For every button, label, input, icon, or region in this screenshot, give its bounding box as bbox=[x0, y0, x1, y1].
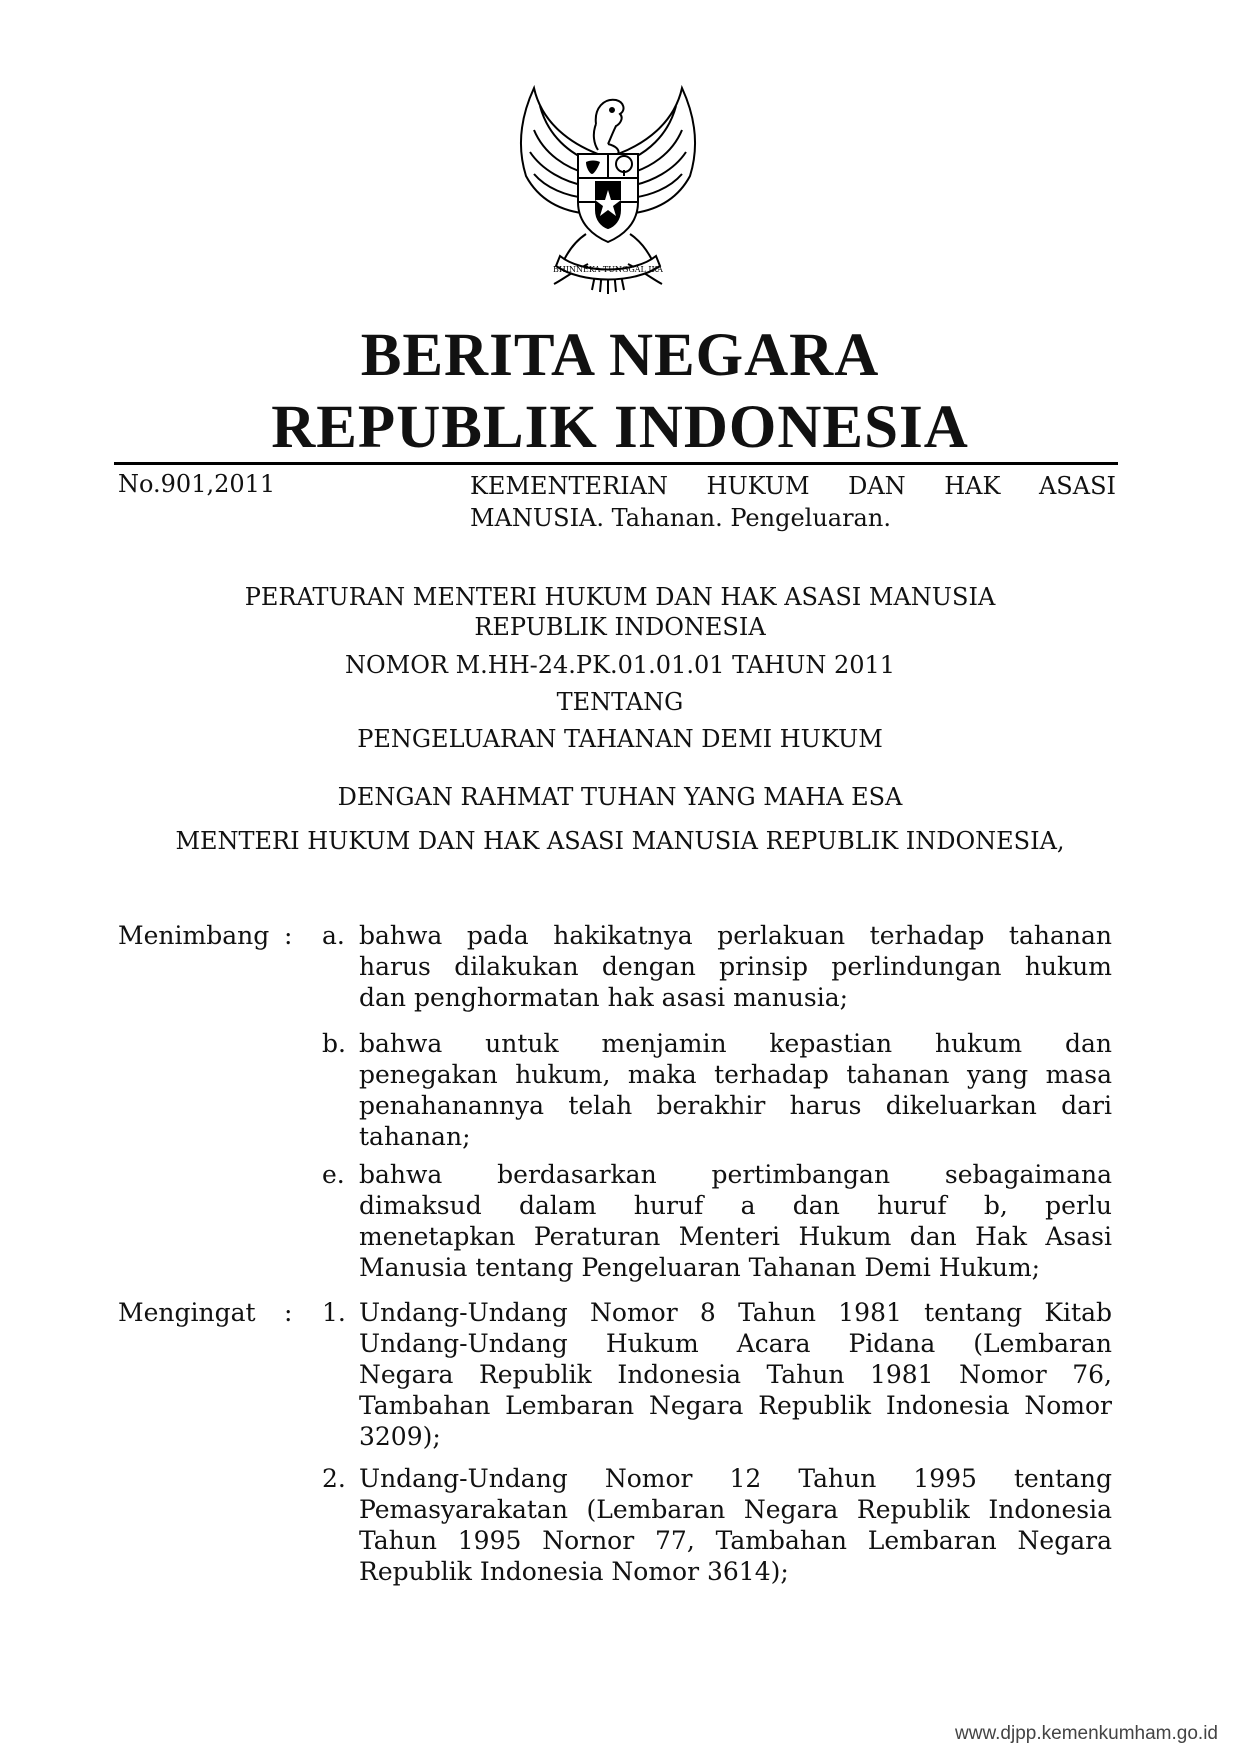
issuer-line: MENTERI HUKUM DAN HAK ASASI MANUSIA REPUBLIK INDONESIA, bbox=[175, 827, 1065, 855]
regulation-title: PERATURAN MENTERI HUKUM DAN HAK ASASI MANUSIA bbox=[244, 583, 996, 611]
regulation-title-country: REPUBLIK INDONESIA bbox=[474, 613, 766, 641]
gazette-subject bbox=[470, 470, 1116, 534]
list-marker: a. bbox=[322, 921, 345, 950]
list-marker: b. bbox=[322, 1029, 346, 1058]
list-item-line: bahwa untuk menjamin kepastian hukum dan bbox=[359, 1029, 1112, 1058]
list-item-line: penegakan hukum, maka terhadap tahanan yang masa bbox=[359, 1060, 1112, 1089]
list-marker: e. bbox=[322, 1160, 345, 1189]
list-marker: 1. bbox=[322, 1298, 346, 1327]
list-item-line: tahanan; bbox=[359, 1122, 471, 1151]
mengingat-label: Mengingat bbox=[118, 1298, 256, 1327]
list-item-line: bahwa pada hakikatnya perlakuan terhadap tahanan bbox=[359, 921, 1112, 950]
masthead-rule bbox=[114, 462, 1118, 465]
list-item-line: menetapkan Peraturan Menteri Hukum dan Hak Asasi bbox=[359, 1222, 1112, 1251]
emblem-motto: BHINNEKA TUNGGAL IKA bbox=[553, 265, 663, 274]
mengingat-colon: : bbox=[284, 1298, 293, 1327]
regulation-number: NOMOR M.HH-24.PK.01.01.01 TAHUN 2011 bbox=[344, 651, 896, 679]
list-item-line: harus dilakukan dengan prinsip perlindungan hukum bbox=[359, 952, 1112, 981]
masthead-line-2: REPUBLIK INDONESIA bbox=[271, 394, 969, 461]
list-item-line: Undang-Undang Nomor 8 Tahun 1981 tentang Kitab bbox=[359, 1298, 1112, 1327]
menimbang-colon: : bbox=[284, 921, 293, 950]
list-item-line: Manusia tentang Pengeluaran Tahanan Demi Hukum; bbox=[359, 1253, 1041, 1282]
invocation: DENGAN RAHMAT TUHAN YANG MAHA ESA bbox=[337, 783, 903, 811]
footer-url: www.djpp.kemenkumham.go.id bbox=[955, 1723, 1218, 1744]
menimbang-section bbox=[118, 920, 1118, 1280]
list-item-line: Negara Republik Indonesia Tahun 1981 Nomor 76, bbox=[359, 1360, 1112, 1389]
gazette-number: No.901,2011 bbox=[118, 470, 276, 498]
list-item-line: Undang-Undang Hukum Acara Pidana (Lembaran bbox=[359, 1329, 1112, 1358]
list-item-line: bahwa berdasarkan pertimbangan sebagaimana bbox=[359, 1160, 1112, 1189]
gazette-subject-line-2: MANUSIA. Tahanan. Pengeluaran. bbox=[470, 504, 891, 532]
list-item-line: Undang-Undang Nomor 12 Tahun 1995 tentang bbox=[359, 1464, 1112, 1493]
garuda-emblem-icon bbox=[512, 84, 704, 296]
list-marker: 2. bbox=[322, 1464, 346, 1493]
gazette-subject-line-1: KEMENTERIAN HUKUM DAN HAK ASASI bbox=[470, 472, 1116, 500]
menimbang-label: Menimbang bbox=[118, 921, 270, 950]
list-item-line: Republik Indonesia Nomor 3614); bbox=[359, 1557, 789, 1586]
list-item-line: dimaksud dalam huruf a dan huruf b, perlu bbox=[359, 1191, 1112, 1220]
list-item-line: Tahun 1995 Nornor 77, Tambahan Lembaran Negara bbox=[359, 1526, 1112, 1555]
masthead-line-1: BERITA NEGARA bbox=[360, 322, 880, 389]
list-item-line: dan penghormatan hak asasi manusia; bbox=[359, 983, 849, 1012]
list-item-line: Pemasyarakatan (Lembaran Negara Republik Indonesia bbox=[359, 1495, 1112, 1524]
regulation-tentang: TENTANG bbox=[556, 688, 684, 716]
list-item-line: 3209); bbox=[359, 1422, 441, 1451]
list-item-line: Tambahan Lembaran Negara Republik Indonesia Nomor bbox=[359, 1391, 1112, 1420]
mengingat-section bbox=[118, 1297, 1118, 1617]
regulation-subject: PENGELUARAN TAHANAN DEMI HUKUM bbox=[357, 725, 883, 753]
list-item-line: penahanannya telah berakhir harus dikeluarkan dari bbox=[359, 1091, 1112, 1120]
